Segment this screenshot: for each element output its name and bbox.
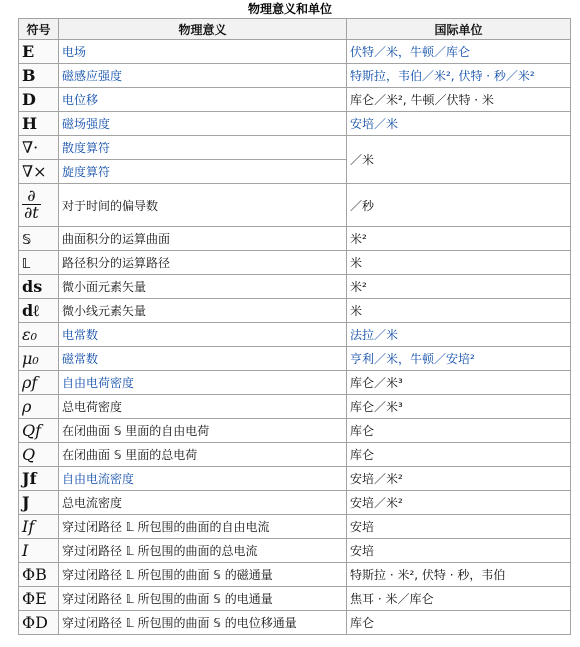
symbol-cell: ∇·: [19, 136, 59, 160]
unit-cell: 库仑／米³: [347, 395, 571, 419]
meaning-cell: [59, 347, 347, 371]
table-row: [19, 64, 571, 88]
header-meaning: 物理意义: [59, 19, 347, 40]
symbol-cell: If: [19, 515, 59, 539]
table-row: [19, 443, 571, 467]
meaning-cell: [59, 371, 347, 395]
meaning-link[interactable]: 磁感应强度: [62, 69, 123, 83]
table-row: [19, 347, 571, 371]
meaning-link[interactable]: 电场: [62, 45, 87, 59]
table-row: [19, 251, 571, 275]
symbol-cell: H: [19, 112, 59, 136]
meaning-cell: 总电荷密度: [59, 395, 347, 419]
unit-cell: 焦耳 · 米／库仑: [347, 587, 571, 611]
table-caption: 物理意义和单位: [247, 2, 332, 16]
table-row: [19, 611, 571, 635]
symbol-cell: ds: [19, 275, 59, 299]
table-row: [19, 323, 571, 347]
table-row: [19, 184, 571, 227]
meaning-cell: 穿过闭路径 𝕃 所包围的曲面的自由电流: [59, 515, 347, 539]
header-symbol: 符号: [19, 19, 59, 40]
meaning-cell: 微小面元素矢量: [59, 275, 347, 299]
unit-cell: 安培／米²: [347, 491, 571, 515]
table-row: [19, 563, 571, 587]
double-struck-l-symbol: 𝕃: [22, 257, 30, 272]
meaning-cell: 路径积分的运算路径: [59, 251, 347, 275]
unit-cell: [347, 323, 571, 347]
meaning-link[interactable]: 磁常数: [62, 352, 99, 366]
symbol-cell: Qf: [19, 419, 59, 443]
unit-cell: 米²: [347, 227, 571, 251]
meaning-cell: [59, 112, 347, 136]
table-row: [19, 467, 571, 491]
meaning-link[interactable]: 磁场强度: [62, 117, 111, 131]
unit-cell: 米²: [347, 275, 571, 299]
table-row: [19, 227, 571, 251]
table-row: [19, 112, 571, 136]
table-row: [19, 88, 571, 112]
table-row: [19, 395, 571, 419]
symbol-cell: ΦD: [19, 611, 59, 635]
partial-derivative-symbol: $\frac{\partial}{\partial t}$: [24, 186, 39, 222]
symbol-cell: dℓ: [19, 299, 59, 323]
symbol-cell: [19, 184, 59, 227]
symbol-cell: Jf: [19, 467, 59, 491]
meaning-cell: [59, 136, 347, 160]
meaning-cell: 穿过闭路径 𝕃 所包围的曲面 𝕊 的电通量: [59, 587, 347, 611]
meaning-cell: 穿过闭路径 𝕃 所包围的曲面的总电流: [59, 539, 347, 563]
unit-cell: ／秒: [347, 184, 571, 227]
unit-cell: [347, 40, 571, 64]
meaning-cell: 曲面积分的运算曲面: [59, 227, 347, 251]
symbol-cell: Q: [19, 443, 59, 467]
unit-link[interactable]: 亨利／米，牛顿／安培²: [350, 352, 475, 366]
meaning-cell: 总电流密度: [59, 491, 347, 515]
symbol-cell: ∇×: [19, 160, 59, 184]
unit-cell: [347, 347, 571, 371]
table-row: [19, 299, 571, 323]
meaning-cell: 微小线元素矢量: [59, 299, 347, 323]
table-row: [19, 539, 571, 563]
meaning-cell: [59, 64, 347, 88]
table-header-row: [19, 19, 571, 40]
unit-link[interactable]: 特斯拉，韦伯／米², 伏特 · 秒／米²: [350, 69, 535, 83]
table-row: [19, 371, 571, 395]
symbol-cell: ΦE: [19, 587, 59, 611]
meaning-link[interactable]: 自由电荷密度: [62, 376, 135, 390]
table-row: [19, 275, 571, 299]
symbol-cell: D: [19, 88, 59, 112]
symbol-cell: E: [19, 40, 59, 64]
meaning-link[interactable]: 自由电流密度: [62, 472, 135, 486]
unit-cell: 库仑: [347, 611, 571, 635]
symbol-cell: ΦB: [19, 563, 59, 587]
meaning-cell: 穿过闭路径 𝕃 所包围的曲面 𝕊 的电位移通量: [59, 611, 347, 635]
table-row: [19, 515, 571, 539]
symbol-cell: ρf: [19, 371, 59, 395]
double-struck-s-symbol: 𝕊: [22, 233, 31, 248]
meaning-cell: [59, 40, 347, 64]
header-unit: 国际单位: [347, 19, 571, 40]
unit-cell: 安培: [347, 539, 571, 563]
symbol-cell: ρ: [19, 395, 59, 419]
unit-link[interactable]: 伏特／米，牛顿／库仑: [350, 45, 471, 59]
unit-cell: ／米: [347, 136, 571, 184]
units-table: [18, 18, 571, 635]
meaning-link[interactable]: 散度算符: [62, 141, 111, 155]
symbol-cell: B: [19, 64, 59, 88]
table-row: [19, 136, 571, 160]
table-row: [19, 491, 571, 515]
meaning-cell: 在闭曲面 𝕊 里面的总电荷: [59, 443, 347, 467]
unit-cell: 安培／米²: [347, 467, 571, 491]
meaning-cell: 在闭曲面 𝕊 里面的自由电荷: [59, 419, 347, 443]
unit-link[interactable]: 法拉／米: [350, 328, 399, 342]
table-row: [19, 419, 571, 443]
unit-cell: 库仑／米², 牛顿／伏特 · 米: [347, 88, 571, 112]
meaning-cell: [59, 88, 347, 112]
meaning-cell: [59, 323, 347, 347]
meaning-cell: 穿过闭路径 𝕃 所包围的曲面 𝕊 的磁通量: [59, 563, 347, 587]
unit-cell: [347, 64, 571, 88]
unit-cell: [347, 112, 571, 136]
meaning-cell: 对于时间的偏导数: [59, 184, 347, 227]
table-row: [19, 40, 571, 64]
meaning-link[interactable]: 电常数: [62, 328, 99, 342]
unit-cell: 米: [347, 251, 571, 275]
unit-cell: 安培: [347, 515, 571, 539]
meaning-link[interactable]: 电位移: [62, 93, 99, 107]
table-row: [19, 587, 571, 611]
meaning-cell: [59, 467, 347, 491]
symbol-cell: [19, 251, 59, 275]
symbol-cell: ε₀: [19, 323, 59, 347]
unit-cell: 库仑: [347, 443, 571, 467]
meaning-link[interactable]: 旋度算符: [62, 165, 111, 179]
symbol-cell: J: [19, 491, 59, 515]
symbol-cell: I: [19, 539, 59, 563]
unit-cell: 库仑: [347, 419, 571, 443]
unit-link[interactable]: 安培／米: [350, 117, 399, 131]
meaning-cell: [59, 160, 347, 184]
unit-cell: 米: [347, 299, 571, 323]
unit-cell: 库仑／米³: [347, 371, 571, 395]
symbol-cell: μ₀: [19, 347, 59, 371]
unit-cell: 特斯拉 · 米², 伏特 · 秒，韦伯: [347, 563, 571, 587]
symbol-cell: [19, 227, 59, 251]
